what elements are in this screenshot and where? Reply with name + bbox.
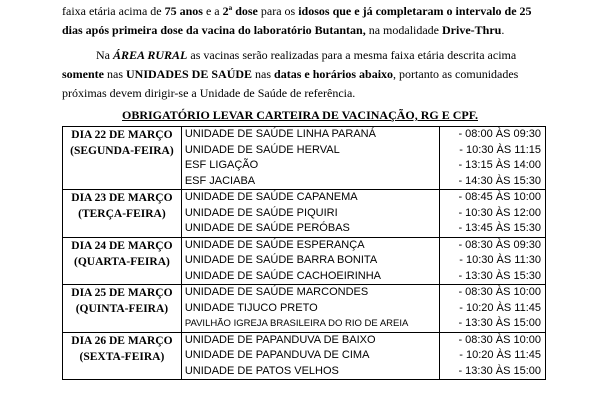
health-unit-name: UNIDADE DE SAÚDE ESPERANÇA	[184, 238, 365, 251]
time-slot: - 08:30 ÀS 10:00	[458, 333, 541, 346]
schedule-weekday: (TERÇA-FEIRA)	[78, 208, 166, 220]
health-unit-name: UNIDADE DE SAÚDE BARRA BONITA	[184, 254, 378, 266]
time-slot: - 13:30 ÀS 15:00	[458, 317, 541, 329]
health-unit-name: UNIDADE TIJUCO PRETO	[184, 301, 318, 314]
mandatory-documents-notice: OBRIGATÓRIO LEVAR CARTEIRA DE VACINAÇÃO, RG E CPF.	[122, 108, 478, 122]
schedule-places-cell	[181, 285, 439, 333]
time-slot: - 13:45 ÀS 15:30	[458, 222, 541, 234]
time-slot: - 10:20 ÀS 11:45	[459, 349, 541, 361]
schedule-date: DIA 25 DE MARÇO	[71, 287, 173, 299]
schedule-row	[63, 127, 546, 190]
schedule-times-cell	[439, 127, 545, 190]
schedule-times-cell	[439, 332, 545, 380]
rural-line-1: Na ÁREA RURAL as vacinas serão realizadas para a mesma faixa etária descrita acima	[96, 48, 517, 62]
schedule-date: DIA 26 DE MARÇO	[71, 334, 173, 347]
schedule-date: DIA 24 DE MARÇO	[71, 239, 173, 252]
schedule-body	[63, 127, 546, 380]
rural-line-3: próximas devem dirigir-se a Unidade de Saúde de referência.	[62, 86, 356, 100]
intro-line-2: dias após primeira dose da vacina do laboratório Butantan, na modalidade Drive-Thru.	[62, 23, 505, 37]
schedule-weekday: (SEGUNDA-FEIRA)	[70, 145, 174, 157]
schedule-row	[63, 332, 546, 380]
time-slot: - 10:30 ÀS 11:15	[459, 143, 541, 156]
health-unit-name: UNIDADE DE SAÚDE PIQUIRI	[184, 206, 338, 219]
time-slot: - 10:20 ÀS 11:45	[459, 301, 541, 314]
intro-paragraph	[62, 2, 532, 40]
health-unit-name: ESF LIGAÇÃO	[184, 159, 259, 171]
schedule-day-cell	[63, 237, 182, 285]
health-unit-name: ESF JACIABA	[184, 174, 256, 187]
schedule-places-cell	[181, 332, 439, 380]
rural-line-2: somente nas UNIDADES DE SAÚDE nas datas e horários abaixo, portanto as comunidades	[62, 67, 519, 81]
schedule-day-cell	[63, 190, 182, 238]
schedule-date: DIA 23 DE MARÇO	[71, 192, 173, 204]
schedule-places-cell	[181, 237, 439, 285]
time-slot: - 08:30 ÀS 10:00	[458, 286, 541, 298]
health-unit-name: UNIDADE DE PATOS VELHOS	[184, 364, 339, 377]
schedule-weekday: (SEXTA-FEIRA)	[79, 350, 165, 363]
schedule-row	[63, 237, 546, 285]
health-unit-name: UNIDADE DE SAÚDE MARCONDES	[184, 286, 369, 298]
schedule-times-cell	[439, 285, 545, 333]
time-slot: - 14:30 ÀS 15:30	[458, 174, 541, 187]
schedule-times-cell	[439, 237, 545, 285]
health-unit-name: UNIDADE DE SAÚDE LINHA PARANÁ	[184, 128, 376, 140]
schedule-places-cell	[181, 190, 439, 238]
health-unit-name: UNIDADE DE SAÚDE PERÓBAS	[184, 222, 350, 234]
health-unit-name: UNIDADE DE SAÚDE CAPANEMA	[184, 191, 358, 203]
health-unit-name: UNIDADE DE SAÚDE CACHOEIRINHA	[184, 269, 382, 282]
time-slot: - 13:30 ÀS 15:30	[458, 269, 541, 282]
time-slot: - 13:30 ÀS 15:00	[458, 364, 541, 377]
schedule-weekday: (QUINTA-FEIRA)	[75, 303, 169, 315]
time-slot: - 08:45 ÀS 10:00	[458, 191, 541, 203]
schedule-day-cell	[63, 332, 182, 380]
health-unit-name: PAVILHÃO IGREJA BRASILEIRA DO RIO DE AREIA	[184, 318, 409, 329]
schedule-places-cell	[181, 127, 439, 190]
schedule-row	[63, 285, 546, 333]
health-unit-name: UNIDADE DE SAÚDE HERVAL	[184, 143, 340, 156]
time-slot: - 10:30 ÀS 11:30	[459, 254, 541, 266]
schedule-day-cell	[63, 127, 182, 190]
time-slot: - 08:30 ÀS 09:30	[458, 238, 541, 251]
schedule-day-cell	[63, 285, 182, 333]
schedule-date: DIA 22 DE MARÇO	[71, 129, 173, 141]
time-slot: - 13:15 ÀS 14:00	[458, 159, 541, 171]
time-slot: - 08:00 ÀS 09:30	[458, 128, 541, 140]
health-unit-name: UNIDADE DE PAPANDUVA DE CIMA	[184, 349, 370, 361]
health-unit-name: UNIDADE DE PAPANDUVA DE BAIXO	[184, 333, 376, 346]
rural-paragraph	[62, 46, 532, 103]
time-slot: - 10:30 ÀS 12:00	[458, 206, 541, 219]
schedule-weekday: (QUARTA-FEIRA)	[73, 255, 170, 268]
intro-line-1: faixa etária acima de 75 anos e a 2ª dose para os idosos que e já completaram o intervalo de 25	[62, 4, 532, 18]
schedule-times-cell	[439, 190, 545, 238]
schedule-row	[63, 190, 546, 238]
vaccination-schedule-table	[62, 126, 546, 380]
